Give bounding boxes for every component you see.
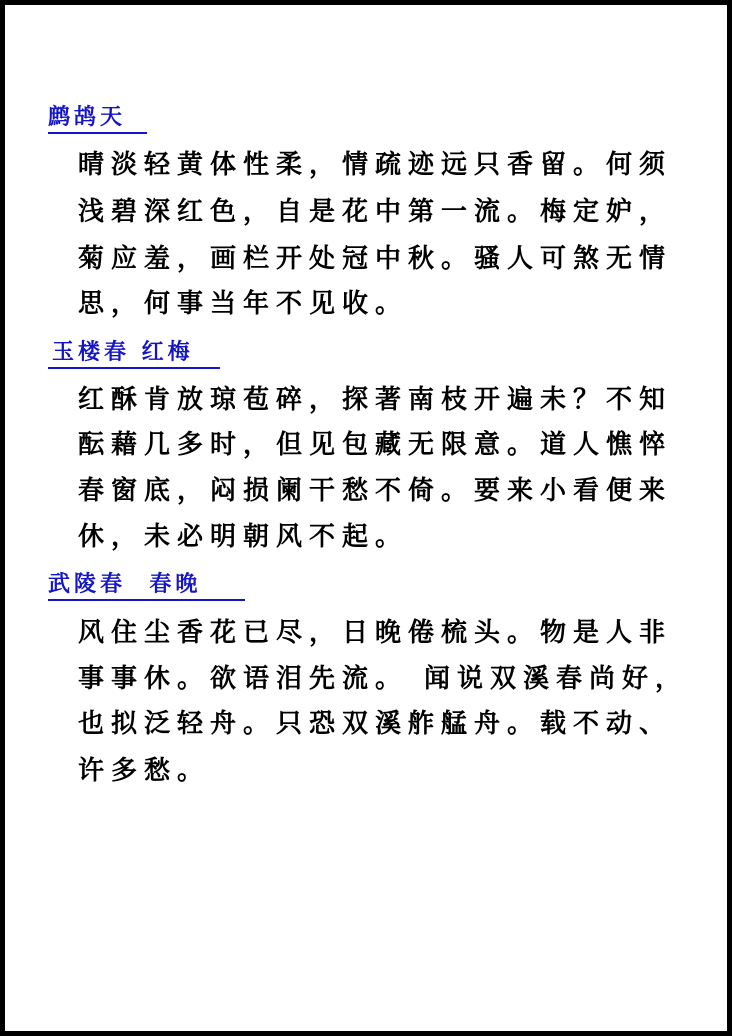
poem-line: 事事休。欲语泪先流。 闻说双溪春尚好， (78, 664, 689, 694)
poem-line: 风住尘香花已尽，日晚倦梳头。物是人非 (78, 618, 673, 648)
poem-title: 武陵春 春晚 (48, 571, 202, 597)
poem-line: 思，何事当年不见收。 (78, 289, 409, 319)
poem-line: 春窗底，闷损阑干愁不倚。要来小看便来 (78, 476, 673, 506)
poem-title: 鹧鸪天 (48, 104, 127, 130)
poem-line: 酝藉几多时，但见包藏无限意。道人憔悴 (78, 430, 673, 460)
poem-line: 许多愁。 (78, 756, 211, 786)
poem-line: 浅碧深红色，自是花中第一流。梅定妒， (78, 197, 673, 227)
poem-title: 玉楼春 红梅 (52, 339, 194, 365)
poem-line: 休，未必明朝风不起。 (78, 522, 409, 552)
poem-line: 菊应羞，画栏开处冠中秋。骚人可煞无情 (78, 244, 673, 274)
poem-line: 晴淡轻黄体性柔，情疏迹远只香留。何须 (78, 150, 673, 180)
poem-line: 红酥肯放琼苞碎，探著南枝开遍未？不知 (78, 385, 673, 415)
title-underline (48, 367, 220, 369)
poem-line: 也拟泛轻舟。只恐双溪舴艋舟。载不动、 (78, 709, 673, 739)
document-page (5, 5, 727, 1031)
title-underline (48, 132, 147, 134)
title-underline (48, 599, 245, 601)
